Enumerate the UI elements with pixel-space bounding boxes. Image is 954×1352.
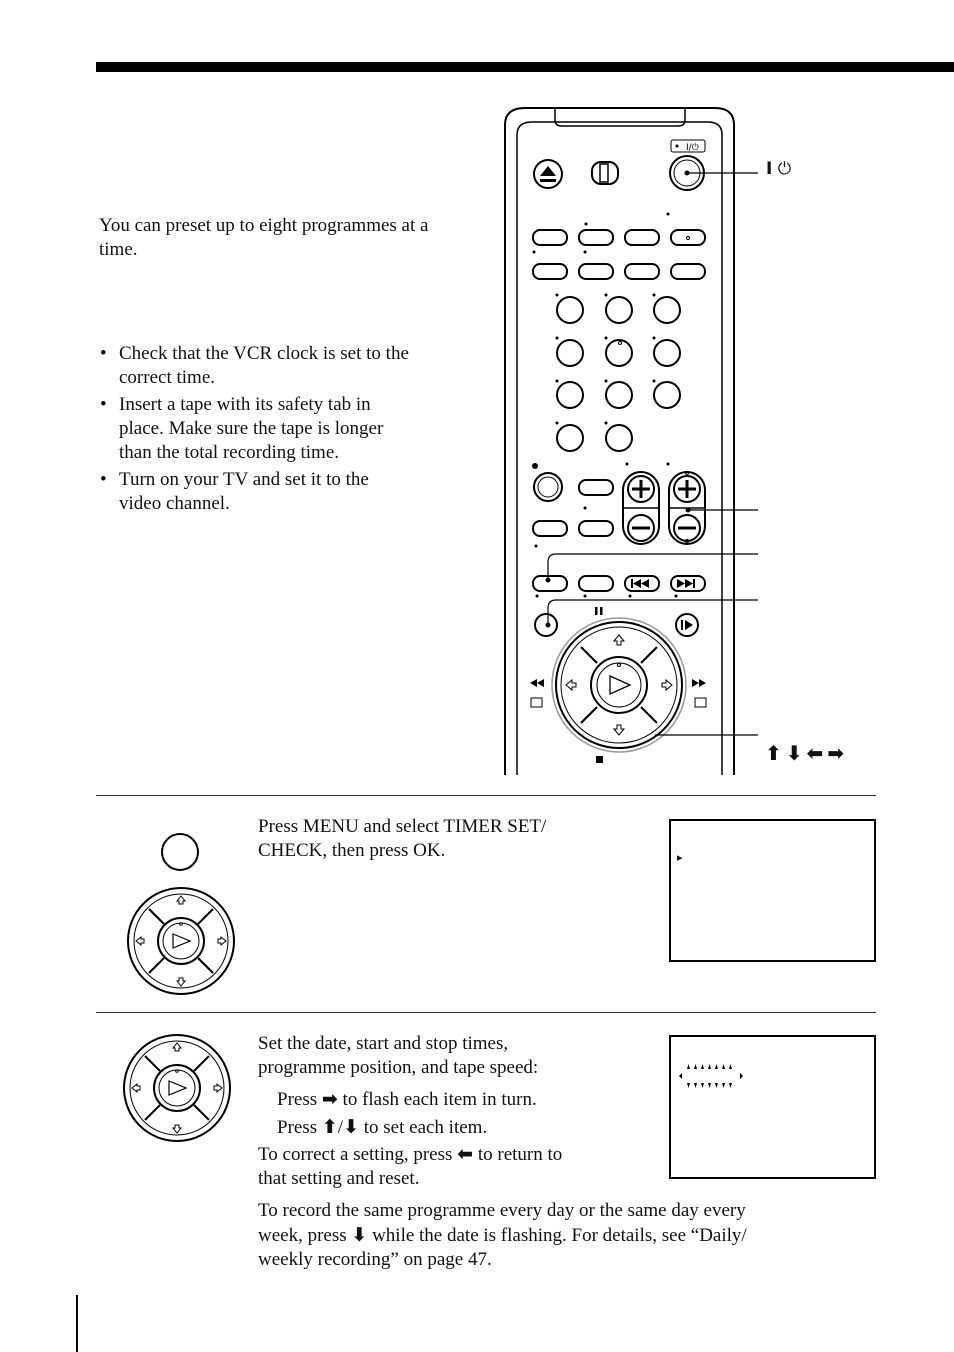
arrow-keys-callout: ⬆⬇⬅➡ [765, 741, 849, 765]
down-arrow-icon: ⬇ [351, 1224, 368, 1246]
checklist-item: • Check that the VCR clock is set to the correct time. [100, 342, 480, 390]
menu-cursor-icon: ▸ [677, 851, 683, 864]
svg-text:I/⏻: I/⏻ [686, 143, 699, 153]
power-icon: ⏻ [777, 159, 792, 179]
step2-press-right: Press ➡ to flash each item in turn. [277, 1088, 537, 1110]
direction-dial-icon [122, 1033, 232, 1143]
daily-weekly-note: To record the same programme every day or the same day every week, press ⬇ while the date is flashing. For details, see “Daily/ weekly recording” on page 47. [258, 1200, 747, 1270]
function-button[interactable] [671, 264, 705, 279]
function-button[interactable] [625, 230, 659, 245]
menu-button-illustration [158, 830, 202, 874]
callout-leaders [530, 490, 760, 750]
tv-screen-menu [669, 819, 876, 962]
header-bar [96, 62, 954, 72]
function-button[interactable] [533, 264, 567, 279]
left-arrow-icon: ⬅ [457, 1143, 474, 1165]
down-arrow-icon: ⬇ [343, 1116, 359, 1138]
step1-instructions: Press MENU and select TIMER SET/ CHECK, then press OK. [258, 816, 547, 861]
function-button[interactable] [671, 230, 705, 245]
eject-button[interactable] [534, 160, 562, 188]
step1-divider [96, 795, 876, 796]
tv-screen-timer [669, 1035, 876, 1179]
step2-instructions: Set the date, start and stop times, programme position, and tape speed: [258, 1033, 539, 1078]
up-arrow-icon: ⬆ [321, 1116, 338, 1138]
function-button[interactable] [533, 230, 567, 245]
function-button[interactable] [579, 230, 613, 245]
checklist-item: • Turn on your TV and set it to the video channel. [100, 468, 480, 516]
right-arrow-icon: ➡ [321, 1088, 338, 1110]
intro-text: You can preset up to eight programmes at a time. [99, 215, 429, 260]
checklist-item: • Insert a tape with its safety tab in place. Make sure the tape is longer than the total recording time. [100, 393, 480, 465]
direction-dial-icon [126, 886, 236, 996]
step2-press-updown: Press ⬆/⬇ to set each item. [277, 1116, 488, 1138]
flashing-indicator [677, 1061, 747, 1091]
number-keypad[interactable] [557, 297, 680, 451]
page-edge-rule [76, 1295, 78, 1352]
preparation-checklist [100, 342, 480, 519]
step2-divider [96, 1012, 876, 1013]
power-callout: I ⏻ [766, 159, 792, 179]
function-button[interactable] [625, 264, 659, 279]
step2-correct-setting: To correct a setting, press ⬅ to return to that setting and reset. [258, 1143, 563, 1189]
function-button[interactable] [579, 264, 613, 279]
input-select-button[interactable] [592, 162, 618, 184]
